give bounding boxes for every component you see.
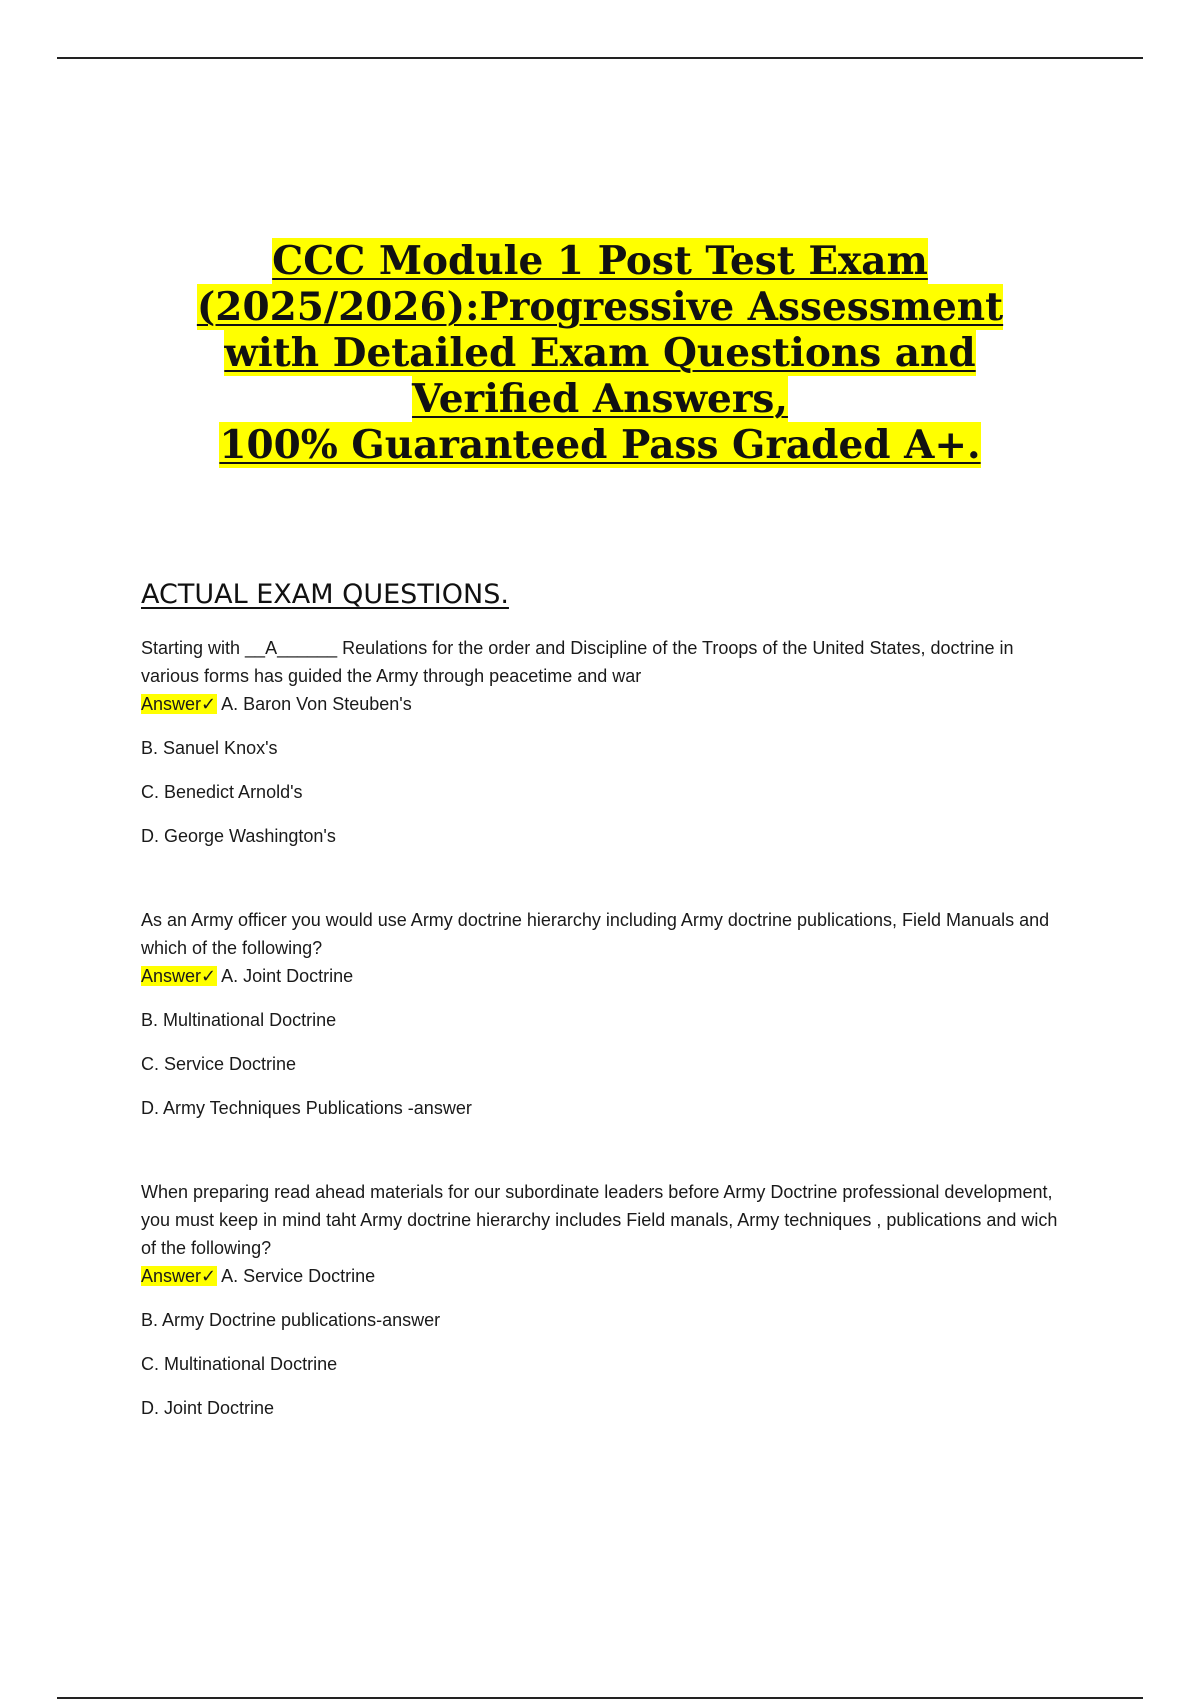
answer-line [141, 962, 1061, 990]
question-text: Starting with __A______ Reulations for the order and Discipline of the Troops of the United States, doctrine in various forms has guided the Army through peacetime and war [141, 638, 1014, 686]
title-line-4: Verified Answers, [412, 376, 788, 423]
answer-option: A. Service Doctrine [221, 1266, 376, 1286]
option-b: B. Army Doctrine publications-answer [141, 1310, 441, 1330]
question-text: When preparing read ahead materials for our subordinate leaders before Army Doctrine professional development, you must keep in mind taht Army doctrine hierarchy includes Field manals, Army techniques , publications and wich of the following? [141, 1182, 1058, 1258]
section-heading: ACTUAL EXAM QUESTIONS. [141, 579, 509, 610]
option-b: B. Sanuel Knox's [141, 738, 278, 758]
title-line-3: with Detailed Exam Questions and [224, 330, 976, 377]
answer-line [141, 690, 1061, 718]
question-text: As an Army officer you would use Army doctrine hierarchy including Army doctrine publications, Field Manuals and which of the following? [141, 910, 1050, 958]
answer-label: Answer✓ [141, 966, 217, 986]
option-d: D. Army Techniques Publications -answer [141, 1098, 472, 1118]
answer-option: A. Joint Doctrine [221, 966, 354, 986]
answer-label: Answer✓ [141, 1266, 217, 1286]
option-c: C. Service Doctrine [141, 1054, 297, 1074]
option-c: C. Benedict Arnold's [141, 782, 303, 802]
option-d: D. Joint Doctrine [141, 1398, 275, 1418]
title-line-5: 100% Guaranteed Pass Graded A+. [219, 422, 981, 469]
question-3 [141, 1178, 1061, 1422]
answer-line [141, 1262, 1061, 1290]
document-body [141, 578, 1061, 1478]
question-2 [141, 906, 1061, 1122]
option-c: C. Multinational Doctrine [141, 1354, 338, 1374]
title-line-2: (2025/2026):Progressive Assessment [196, 284, 1004, 331]
answer-option: A. Baron Von Steuben's [221, 694, 412, 714]
title-line-1: CCC Module 1 Post Test Exam [272, 238, 928, 285]
answer-label: Answer✓ [141, 694, 217, 714]
option-b: B. Multinational Doctrine [141, 1010, 337, 1030]
document-title [150, 238, 1050, 468]
question-1 [141, 634, 1061, 850]
option-d: D. George Washington's [141, 826, 336, 846]
bottom-rule [57, 1697, 1143, 1699]
top-rule [57, 57, 1143, 59]
